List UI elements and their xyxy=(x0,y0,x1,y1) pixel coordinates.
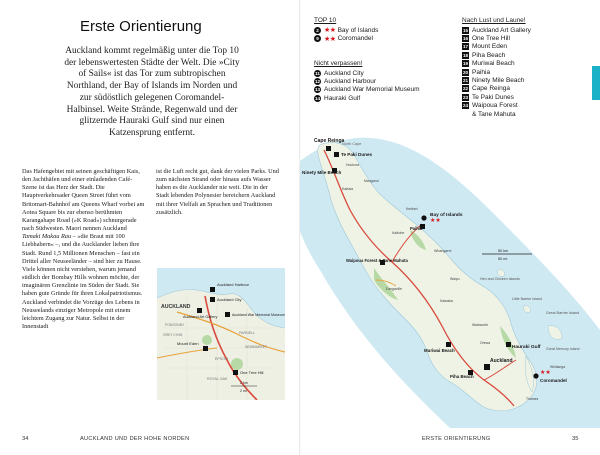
legend-number: 15 xyxy=(462,27,469,33)
marker-11 xyxy=(210,297,215,302)
right-page xyxy=(300,0,600,455)
marker-13 xyxy=(225,312,230,317)
star-icon: ★★ xyxy=(430,218,441,224)
legend-item xyxy=(314,34,378,42)
legend-item xyxy=(462,85,531,93)
running-head-right: ERSTE ORIENTIERUNG xyxy=(422,436,491,442)
map-label-auckland: Auckland xyxy=(490,358,513,364)
marker-16 xyxy=(233,370,238,375)
map-town-kaikohe: Kaikohe xyxy=(392,231,405,235)
legend-number: 11 xyxy=(315,70,320,76)
body-text-1b: – »die Braut mit 100 Liebhabern« –, und die Aucklander lieben ihre Stadt. Rund 1,5 Millionen Menschen – fast ein Drittel aller Neuseeländer – sind hier zu Hause. Viele können nicht verstehen, warum jemand südlich der Bombay Hills wohnen möchte, der imaginären Grenzlinie im Süden der Stadt. Sie haben gute Gründe für ihren Lokalpatriotismus. Auckland verbindet die Vorzüge des Lebens in Neuseelands einziger Metropole mit einem leichtem Zugang zur Natur. Selbst in der Innenstadt xyxy=(22,233,143,330)
map-town-houhora: Houhora xyxy=(346,163,360,167)
map-town-warkworth: Warkworth xyxy=(472,323,489,327)
marker-17 xyxy=(203,346,208,351)
map-town-thames: Thames xyxy=(526,397,539,401)
map-label-paihia: Paihia xyxy=(410,226,423,231)
star-icon: ★★ xyxy=(324,27,336,35)
body-text-1a: Das Hafengebiet mit seinen geschäftigen Kais, den Jachthäfen und einer einladenden Café-Szene ist das Herz der Stadt. Die Hauptverkehrsader Queen Street führt vom Britomart-Bahnhof am Queens Wharf vorbei am Aotea Square bis zur ebenso berühmten Karangahape Road (»K Road«) schnurgerade nach Südwesten. Maori nennen Auckland xyxy=(22,168,145,233)
map-label-great-barrier: Great Barrier Island xyxy=(546,311,580,315)
map-label-hen-chicken: Hen and Chicken Islands xyxy=(480,277,520,281)
marker-9 xyxy=(533,373,538,378)
legend-number: 23 xyxy=(462,94,469,100)
nach-lust-legend xyxy=(462,17,531,118)
top10-heading: TOP 10 xyxy=(314,17,337,24)
legend-item xyxy=(462,26,531,34)
legend-label: Auckland City xyxy=(324,69,364,77)
legend-number: 16 xyxy=(462,36,469,42)
marker-2 xyxy=(421,215,426,220)
marker-12 xyxy=(210,287,215,292)
nicht-verpassen-legend xyxy=(314,60,419,103)
legend-item xyxy=(462,34,531,42)
marker-11-13 xyxy=(484,364,490,370)
legend-label: Coromandel xyxy=(337,35,373,43)
page-number-left: 34 xyxy=(22,436,29,442)
legend-label: Paihia xyxy=(472,68,491,76)
lust-heading: Nach Lust und Laune! xyxy=(462,17,526,24)
map-label-muriwai: Muriwai Beach xyxy=(424,348,455,353)
legend-label: Waipoua Forest xyxy=(472,102,518,110)
inset-district-royal-oak: ROYAL OAK xyxy=(207,377,228,381)
legend-number: 21 xyxy=(462,78,469,84)
map-label-cape-reinga: Cape Reinga xyxy=(314,138,345,144)
star-icon: ★★ xyxy=(540,370,551,376)
map-label-piha: Piha Beach xyxy=(450,374,474,379)
inset-label-mount-eden: Mount Eden xyxy=(177,341,199,346)
body-column-2: ist die Luft recht gut, dank der vielen Parks. Und zum nächsten Strand oder hinaus aufs Wasser haben es die Aucklander nie weit. Die in der Stadt lebenden Polynesier bereichern Auckland mit ihrer Vielfalt an Sprachen und Traditionen zusätzlich. xyxy=(156,168,279,216)
legend-number: 2 xyxy=(314,27,321,34)
legend-item xyxy=(462,51,531,59)
legend-item xyxy=(462,76,531,84)
inset-label-city: Auckland City xyxy=(217,297,242,302)
legend-number: 14 xyxy=(314,95,321,101)
legend-label: One Tree Hill xyxy=(472,35,510,43)
map-scale-mi: 50 mi xyxy=(498,257,508,261)
legend-item xyxy=(462,93,531,101)
marker-19 xyxy=(446,342,451,347)
legend-label: Muriwai Beach xyxy=(472,60,515,68)
running-head-left: AUCKLAND UND DER HOHE NORDEN xyxy=(80,436,190,442)
inset-district-ponsonby: PONSONBY xyxy=(165,323,185,327)
legend-number: 12 xyxy=(314,79,321,85)
chapter-tab xyxy=(592,66,600,100)
inset-district-epsom: EPSOM xyxy=(215,357,228,361)
inset-district-newmarket: NEWMARKET xyxy=(245,345,268,349)
legend-label: Auckland Harbour xyxy=(324,78,377,86)
legend-item-continued xyxy=(462,110,531,118)
legend-label: Cape Reinga xyxy=(472,85,510,93)
map-label-coromandel: Coromandel xyxy=(540,378,567,383)
legend-number: 18 xyxy=(462,52,469,58)
marker-22 xyxy=(326,146,331,151)
map-label-ninety-mile: Ninety Mile Beach xyxy=(302,170,342,175)
inset-district-grey-lynn: GREY LYNN xyxy=(163,333,183,337)
legend-label: Piha Beach xyxy=(472,51,506,59)
inset-region-label: AUCKLAND xyxy=(161,304,191,310)
inset-label-museum: Auckland War Memorial Museum xyxy=(232,313,285,317)
map-label-waipoua: Waipoua Forest & Tane Mahuta xyxy=(346,258,408,263)
legend-number: 13 xyxy=(314,87,321,93)
lead-paragraph: Auckland kommt regelmäßig unter die Top 10 der lebenswertesten Städte der Welt. Die »City of Sails« ist das Tor zum subtropischen Northland, der Bay of Islands im Norden und zur südöstlich gelegenen Coromandel-Halbinsel. Weite Strände, Regenwald und der glitzernde Hauraki Gulf sind nur einen Katzensprung entfernt. xyxy=(64,46,240,138)
map-label-bay-of-islands: Bay of Islands xyxy=(430,213,463,218)
legend-item xyxy=(314,94,419,102)
legend-item xyxy=(462,43,531,51)
page-number-right: 35 xyxy=(572,436,579,442)
legend-label: Auckland Art Gallery xyxy=(472,26,531,34)
map-label-hauraki: Hauraki Gulf xyxy=(512,345,541,350)
map-town-kerikeri: Kerikeri xyxy=(406,207,418,211)
legend-item xyxy=(314,77,419,85)
body-column-1 xyxy=(22,168,146,331)
map-town-waipu: Waipu xyxy=(450,277,460,281)
map-town-dargaville: Dargaville xyxy=(386,287,402,291)
legend-label: Auckland War Memorial Museum xyxy=(324,86,420,94)
inset-label-one-tree-hill: One Tree Hill xyxy=(240,370,264,375)
inset-label-harbour: Auckland Harbour xyxy=(217,282,250,287)
map-town-kaiwaka: Kaiwaka xyxy=(440,299,453,303)
legend-item xyxy=(462,60,531,68)
map-label-great-mercury: Great Mercury Island xyxy=(546,347,580,351)
nicht-heading: Nicht verpassen! xyxy=(314,60,363,67)
map-label-little-barrier: Little Barrier Island xyxy=(512,297,542,301)
legend-label: Te Paki Dunes xyxy=(472,93,514,101)
inset-district-parnell: PARNELL xyxy=(239,331,256,335)
legend-item xyxy=(462,68,531,76)
legend-item xyxy=(314,86,419,94)
legend-item xyxy=(314,69,419,77)
legend-label: Mount Eden xyxy=(472,43,508,51)
top10-legend xyxy=(314,17,378,43)
inset-scale-km: 2 km xyxy=(240,381,248,385)
body-text-italic: Tamaki Makau Rau xyxy=(22,233,72,241)
map-label-north-cape: North Cape xyxy=(342,142,362,146)
map-label-te-paki: Te Paki Dunes xyxy=(341,152,373,157)
inset-label-gallery: Auckland Art Gallery xyxy=(183,315,218,319)
legend-number: 24 xyxy=(462,103,469,109)
legend-label: Ninety Mile Beach xyxy=(472,77,525,85)
marker-15 xyxy=(197,308,202,313)
map-town-whitianga: Whitianga xyxy=(550,365,566,369)
map-town-kaitaia: Kaitaia xyxy=(342,187,353,191)
legend-number: 17 xyxy=(462,44,469,50)
star-icon: ★★ xyxy=(324,35,336,43)
marker-23 xyxy=(334,152,339,157)
legend-item xyxy=(314,26,378,34)
legend-number: 9 xyxy=(314,35,321,42)
legend-number: 20 xyxy=(462,69,469,75)
legend-item xyxy=(462,102,531,110)
auckland-inset-map xyxy=(157,268,285,400)
legend-number: 19 xyxy=(462,61,469,67)
chapter-title: Erste Orientierung xyxy=(80,18,202,35)
legend-number: 22 xyxy=(462,86,469,92)
legend-label: Hauraki Gulf xyxy=(324,94,361,102)
legend-label: Bay of Islands xyxy=(337,26,379,34)
northland-map xyxy=(300,130,600,428)
legend-label: & Tane Mahuta xyxy=(472,110,516,118)
map-town-mangonui: Mangonui xyxy=(364,179,379,183)
map-scale-km: 50 km xyxy=(498,249,509,253)
inset-scale-mi: 2 mi xyxy=(240,389,247,393)
map-town-orewa: Orewa xyxy=(480,341,490,345)
marker-14 xyxy=(506,342,511,347)
map-town-whangarei: Whangarei xyxy=(434,249,452,253)
